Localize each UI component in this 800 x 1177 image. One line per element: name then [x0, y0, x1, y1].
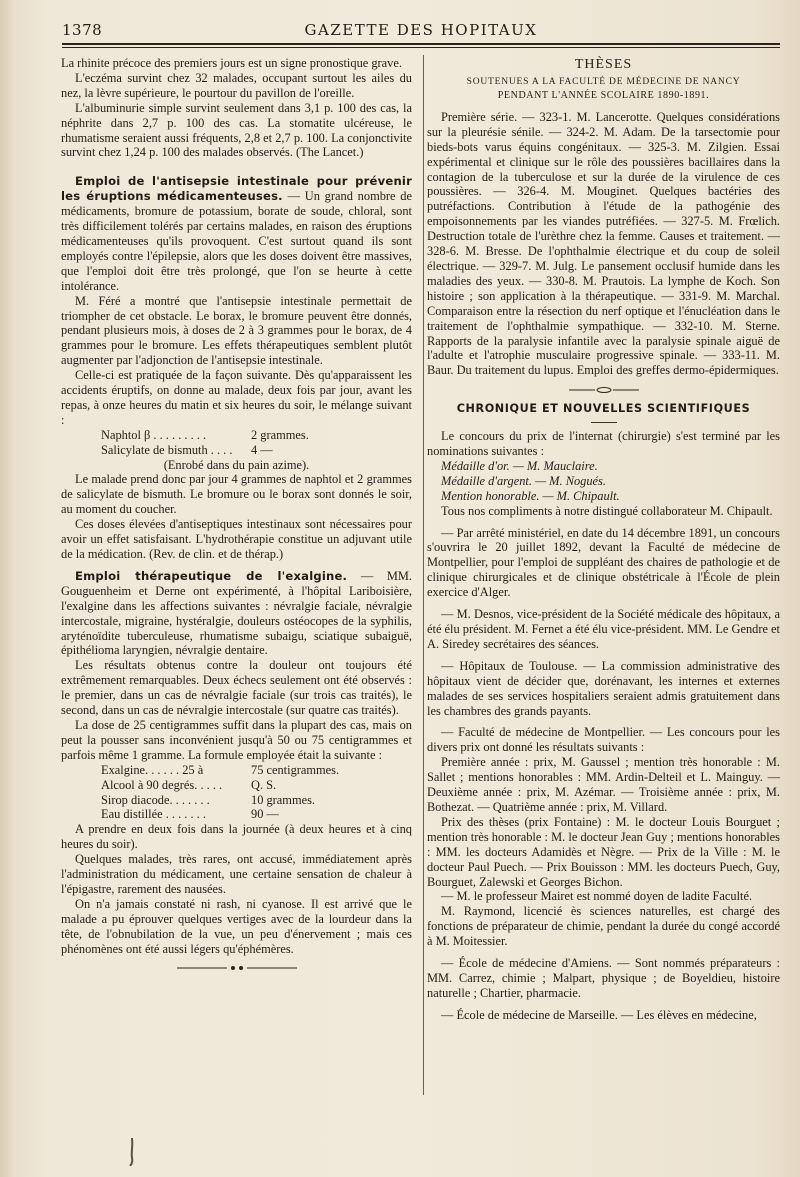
formula-ingredient: Salicylate de bismuth . . . .	[101, 442, 233, 457]
formula-ingredient: Alcool à 90 degrés. . . . .	[101, 777, 223, 792]
formula-quantity: 90 —	[251, 807, 279, 822]
paragraph: — École de médecine de Marseille. — Les élèves en médecine,	[441, 1007, 757, 1022]
paragraph: La rhinite précoce des premiers jours est un signe pronostique grave.	[61, 56, 402, 70]
paragraph: Celle-ci est pratiquée de la façon suivante. Dès qu'apparaissent les accidents éruptifs, on donne au malade, deux fois par jour, avant les repas, à onze heures du matin et six heures du soir, le mélange suivant :	[61, 368, 412, 427]
paragraph: La dose de 25 centigrammes suffit dans la plupart des cas, mais on peut la pousser sans inconvénient jusqu'à 50 ou 75 centigrammes et parfois même 1 gramme. La formule employée était la suivante :	[61, 717, 412, 762]
formula-line	[61, 428, 412, 443]
chronicle-rule	[591, 422, 617, 423]
paragraph: M. Raymond, licencié ès sciences naturelles, est chargé des fonctions de préparateur de chimie, pendant la durée du congé accordé à M. Moitessier.	[427, 904, 780, 949]
page-number: 1378	[62, 21, 103, 39]
ink-mark-icon	[128, 1138, 136, 1166]
paragraph: M. Féré a montré que l'antisepsie intestinale permettait de triompher de cet obstacle. Le borax, le bromure peuvent être donnés, pendant plusieurs mois, à doses de 2 à 3 grammes pour le borax, de 4 grammes pour le bromure. Les effets thérapeutiques semblent plutôt augmenter par l'adjonction de l'antisepsie intestinale.	[61, 293, 412, 368]
prize-line: Médaille d'or. — M. Mauclaire.	[441, 458, 598, 473]
theses-title: THÈSES	[574, 57, 633, 72]
formula-note: (Enrobé dans du pain azime).	[163, 457, 310, 472]
paragraph: Prix des thèses (prix Fontaine) : M. le docteur Louis Bourguet ; mention très honorable : M. le docteur Jean Guy ; mentions honorables : MM. les docteurs Adamidès et Nègre. — Prix de la Ville : M. le docteur Paul Puech. — Prix Bouisson : MM. les docteurs Puech, Guy, Bourguet, Zalewski et Georges Bichon.	[427, 814, 780, 889]
end-ornament	[61, 964, 412, 972]
paragraph: Ces doses élevées d'antiseptiques intestinaux sont nécessaires pour avoir un effet satisfaisant. L'hydrothérapie constitue un adjuvant utile de la médication. (Rev. de clin. et de thérap.)	[61, 517, 412, 561]
paragraph: Le concours du prix de l'internat (chirurgie) s'est terminé par les nominations suivantes :	[427, 429, 780, 459]
formula-line	[61, 443, 412, 458]
column-divider	[423, 55, 424, 1095]
paragraph: — Hôpitaux de Toulouse. — La commission administrative des hôpitaux vient de décider que, dorénavant, les internes et externes malades de ses services hospitaliers seraient admis gratuitement dans les chambres des grands payants.	[427, 658, 780, 718]
prize-line: Médaille d'argent. — M. Nogués.	[441, 473, 606, 488]
section-heading: Emploi de l'antisepsie intestinale pour prévenir les éruptions médicamenteuses.	[61, 174, 412, 204]
running-title: GAZETTE DES HOPITAUX	[304, 21, 538, 39]
formula-line	[61, 763, 412, 778]
paragraph: L'albuminurie simple survint seulement dans 3,1 p. 100 des cas, la néphrite dans 2,7 p. 100 des cas. La stomatite ulcéreuse, le rhumatisme seraient aussi fréquents, 2,8 et 2,7 p. 100. La conjonctivite survint chez 1,24 p. 100 des malades observés. (The Lancet.)	[61, 100, 412, 160]
formula-ingredient: Eau distillée . . . . . . .	[101, 807, 206, 822]
formula-ingredient: Exalgine. . . . . . 25 à	[101, 762, 204, 777]
formula-ingredient: Sirop diacode. . . . . . .	[101, 792, 210, 807]
theses-subtitle: SOUTENUES A LA FACULTÉ DE MÉDECINE DE NANCY	[466, 76, 741, 87]
paragraph: — Par arrêté ministériel, en date du 14 décembre 1891, un concours s'ouvrira le 20 juillet 1892, devant la Faculté de médecine de Montpellier, pour l'emploi de suppléant des chaires de pathologie et de clinique chirurgicales et de clinique obstétricale à l'École de plein exercice d'Alger.	[427, 525, 780, 600]
formula-quantity: 10 grammes.	[251, 792, 316, 807]
page-edge-shadow	[0, 0, 14, 1177]
ornament-rule-icon	[569, 386, 639, 394]
section-lead: — MM. Gouguenheim et Derne ont expérimenté, à l'hôpital Lariboisière, l'exalgine dans les affections suivantes : névralgie faciale, névralgie intercostale, migraine, hystéralgie, douleurs ostéocopes de la syphilis, aryténoïdite tuberculeuse, rhumatisme subaigu, sciatique subaiguë, épithélioma laryngien, névralgie dentaire.	[61, 568, 413, 658]
formula-quantity: 2 grammes.	[251, 427, 309, 442]
paragraph: — Faculté de médecine de Montpellier. — Les concours pour les divers prix ont donné les résultats suivants :	[427, 725, 780, 755]
left-column	[61, 56, 412, 980]
paragraph: — M. Desnos, vice-président de la Société médicale des hôpitaux, a été élu président. M. Fernet a été élu vice-président. MM. Le Gendre et A. Siredey secrétaires des séances.	[427, 607, 780, 651]
page-header	[62, 18, 780, 40]
article-eruptions	[61, 174, 412, 293]
prize-line: Mention honorable. — M. Chipault.	[441, 488, 620, 503]
section-heading: Emploi thérapeutique de l'exalgine.	[75, 568, 348, 583]
formula-quantity: 75 centigrammes.	[251, 762, 340, 777]
paragraph: A prendre en deux fois dans la journée (à deux heures et à cinq heures du soir).	[61, 822, 412, 852]
section-ornament	[427, 386, 780, 394]
paragraph: Les résultats obtenus contre la douleur ont toujours été extrêmement remarquables. Deux échecs seulement ont été observés : le premier, dans un cas de névralgie faciale (sur trois cas traités), le second, dans un cas de névralgie intercostale (sur quatre cas traités).	[61, 658, 412, 718]
formula-quantity: Q. S.	[251, 777, 277, 792]
paragraph: Première année : prix, M. Gaussel ; mention très honorable : M. Sallet ; mentions honorables : MM. Ardin-Delteil et L. Mainguy. — Deuxième année : prix, M. Azémar. — Troisième année : prix, M. Bothezat. — Quatrième année : prix, M. Villard.	[427, 755, 780, 814]
paragraph: L'eczéma survint chez 32 malades, occupant surtout les ailes du nez, la lèvre supérieure, le pourtour du pavillon de l'oreille.	[61, 70, 412, 100]
theses-list: Première série. — 323-1. M. Lancerotte. Quelques considérations sur la pleurésie sénile. — 324-2. M. Adam. De la tarsectomie pour bieds-bots varus équins congénitaux. — 325-3. M. Zilgien. Essai expérimental et clinique sur le rôle des poussières bacillaires dans la contagion de la tuberculose et sur la durée de la virulence de ces poussières. — 326-4. M. Mouginet. Quelques bactéries des putréfactions. Contribution à l'étude de la pathogénie des empoisonnements par les viandes putréfiées. — 327-5. M. Frœlich. Destruction totale de l'urèthre chez la femme. Causes et traitement. — 328-6. M. Bresse. De l'ophthalmie électrique et du coup de soleil électrique. — 329-7. M. Julg. Le pansement occlusif humide dans les maladies des yeux. — 330-8. M. Prautois. La lymphe de Koch. Son histoire ; son application à la thérapeutique. — 331-9. M. Marchal. Comparaison entre la résection du nerf optique et l'énucléation dans le traitement de l'ophthalmie sympathique. — 332-10. M. Sterne. Rapports de la paralysie infantile avec la paralysie spinale aiguë de l'adulte et l'atrophie musculaire progressive spinale. — 333-11. M. Baur. Du traitement du lupus. Emploi des greffes dermo-épidermiques.	[427, 109, 780, 378]
header-rule-thin	[62, 47, 780, 48]
right-column	[427, 56, 780, 1023]
paragraph: On n'a jamais constaté ni rash, ni cyanose. Il est arrivé que le malade a pu éprouver quelques vertiges avec de la lourdeur dans la tête, de l'obnubilation de la vue, un peu d'énervement ; mais ces phénomènes ont été aussi légers qu'éphémères.	[61, 896, 412, 956]
paragraph: Quelques malades, très rares, ont accusé, immédiatement après l'administration du médicament, une certaine sensation de chaleur à l'épigastre, rarement des nausées.	[61, 852, 412, 896]
article-exalgine	[61, 569, 412, 658]
paragraph: Le malade prend donc par jour 4 grammes de naphtol et 2 grammes de salicylate de bismuth. Le bromure ou le borax sont donnés le soir, au moment du coucher.	[61, 472, 412, 517]
paragraph: — École de médecine d'Amiens. — Sont nommés préparateurs : MM. Carrez, chimie ; Malpart, physique ; de Boyeldieu, histoire naturelle ; Chartier, pharmacie.	[427, 956, 780, 1000]
formula-line	[61, 793, 412, 808]
formula-ingredient: Naphtol β . . . . . . . . .	[101, 427, 207, 442]
section-lead: — Un grand nombre de médicaments, bromure de potassium, borate de soude, chloral, sont très difficilement tolérés par certains malades, en raison des éruptions médicamenteuses qu'ils provoquent. C'est surtout quand ils sont employés contre l'épilepsie, alors que les doses doivent être massives, que l'emploi doit être très prolongé, que l'on se heurte à cette intolérance.	[61, 189, 413, 293]
ornament-rule-icon	[177, 964, 297, 972]
paragraph: — M. le professeur Mairet est nommé doyen de ladite Faculté.	[441, 889, 753, 904]
theses-subtitle-year: PENDANT L'ANNÉE SCOLAIRE 1890-1891.	[497, 89, 710, 101]
formula-line	[61, 807, 412, 822]
chronicle-title: CHRONIQUE ET NOUVELLES SCIENTIFIQUES	[456, 402, 751, 416]
header-rule	[62, 43, 780, 45]
paragraph: Tous nos compliments à notre distingué collaborateur M. Chipault.	[441, 503, 773, 518]
formula-quantity: 4 —	[251, 442, 273, 457]
formula-line	[61, 778, 412, 793]
